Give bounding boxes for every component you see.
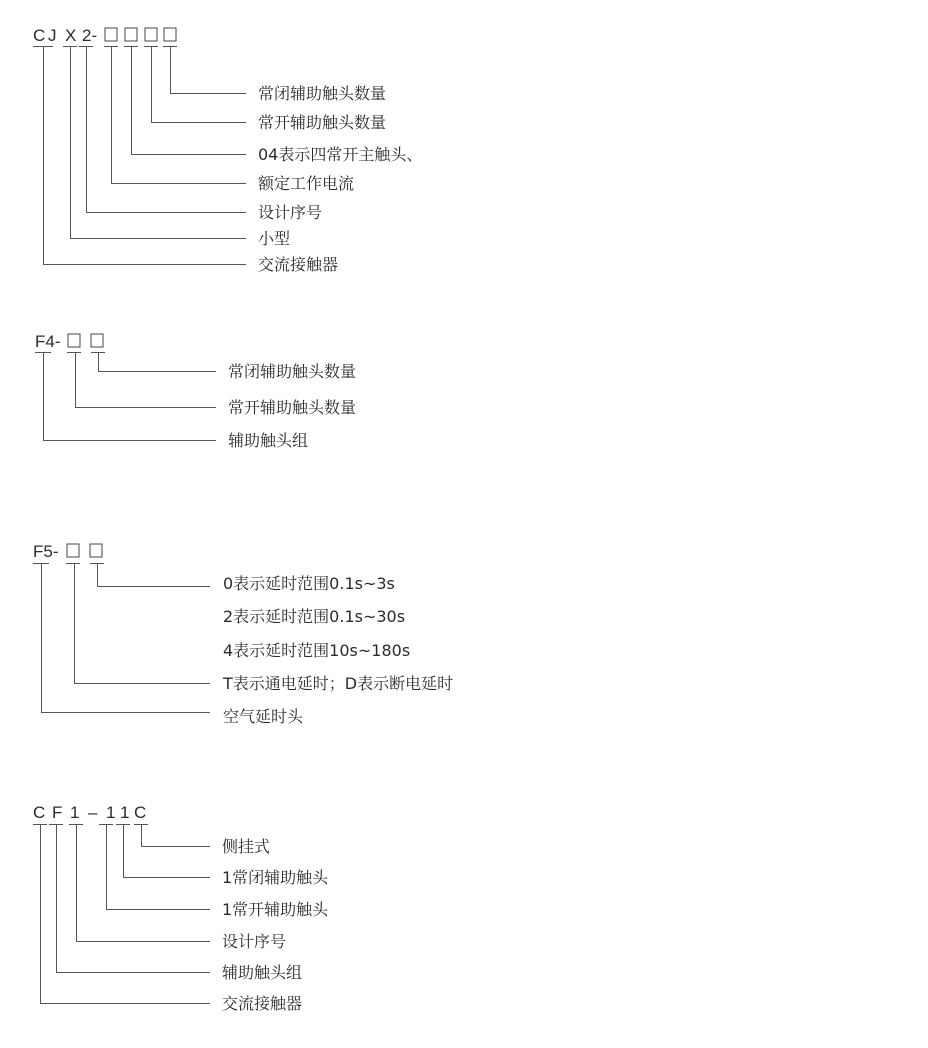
connector-line xyxy=(99,353,217,372)
connector-line xyxy=(107,825,211,910)
model-code-diagram-2 xyxy=(35,332,356,450)
code-character: X xyxy=(65,26,77,45)
code-character: 1 xyxy=(106,803,116,822)
code-segment-label: 辅助触头组 xyxy=(228,431,309,450)
connector-line xyxy=(98,564,211,587)
code-character: F xyxy=(52,803,63,822)
code-placeholder-box xyxy=(91,334,103,347)
connector-line xyxy=(152,47,247,123)
code-character: C xyxy=(134,803,147,822)
code-character: C xyxy=(33,803,46,822)
code-segment-label: 常闭辅助触头数量 xyxy=(258,84,387,103)
code-placeholder-box xyxy=(68,334,80,347)
connector-line xyxy=(87,47,247,213)
connector-line xyxy=(171,47,247,94)
code-placeholder-box xyxy=(67,544,79,557)
code-segment-label: 侧挂式 xyxy=(222,837,271,856)
code-segment-label: T表示通电延时；D表示断电延时 xyxy=(223,674,454,693)
code-character: F4- xyxy=(35,332,61,351)
connector-line xyxy=(41,825,211,1004)
code-segment-label: 2表示延时范围0.1s~30s xyxy=(223,607,406,626)
connector-line xyxy=(75,564,211,684)
code-segment-label: 1常开辅助触头 xyxy=(222,900,329,919)
code-character: J xyxy=(48,26,57,45)
connector-line xyxy=(124,825,211,878)
code-character: C xyxy=(33,26,46,45)
code-segment-label: 常闭辅助触头数量 xyxy=(228,362,357,381)
code-segment-label: 0表示延时范围0.1s~3s xyxy=(223,574,395,593)
code-segment-label: 4表示延时范围10s~180s xyxy=(223,641,411,660)
code-segment-label: 额定工作电流 xyxy=(258,174,355,193)
code-placeholder-box xyxy=(164,28,176,41)
code-segment-label: 04表示四常开主触头、 xyxy=(258,145,423,164)
code-segment-label: 辅助触头组 xyxy=(222,963,303,982)
code-segment-label: 常开辅助触头数量 xyxy=(258,113,387,132)
code-segment-label: 常开辅助触头数量 xyxy=(228,398,357,417)
connector-line xyxy=(77,825,211,942)
code-character: 2- xyxy=(82,26,98,45)
code-segment-label: 设计序号 xyxy=(222,932,287,951)
code-character: 1 xyxy=(70,803,80,822)
connector-line xyxy=(132,47,247,155)
connector-line xyxy=(44,353,217,441)
connector-line xyxy=(76,353,217,408)
connector-line xyxy=(71,47,247,239)
code-placeholder-box xyxy=(145,28,157,41)
code-placeholder-box xyxy=(125,28,137,41)
code-character: – xyxy=(88,803,98,822)
code-placeholder-box xyxy=(90,544,102,557)
connector-line xyxy=(57,825,211,973)
model-code-diagram-3 xyxy=(33,542,453,726)
code-segment-label: 1常闭辅助触头 xyxy=(222,868,329,887)
code-character: F5- xyxy=(33,542,59,561)
code-segment-label: 小型 xyxy=(258,229,291,248)
model-code-diagram-4 xyxy=(33,803,329,1013)
code-segment-label: 空气延时头 xyxy=(223,707,304,726)
code-segment-label: 交流接触器 xyxy=(222,994,303,1013)
code-character: 1 xyxy=(120,803,130,822)
connector-line xyxy=(142,825,211,847)
code-segment-label: 交流接触器 xyxy=(258,255,339,274)
model-code-diagram-1 xyxy=(33,26,422,274)
connector-line xyxy=(44,47,247,265)
code-segment-label: 设计序号 xyxy=(258,203,323,222)
code-placeholder-box xyxy=(105,28,117,41)
